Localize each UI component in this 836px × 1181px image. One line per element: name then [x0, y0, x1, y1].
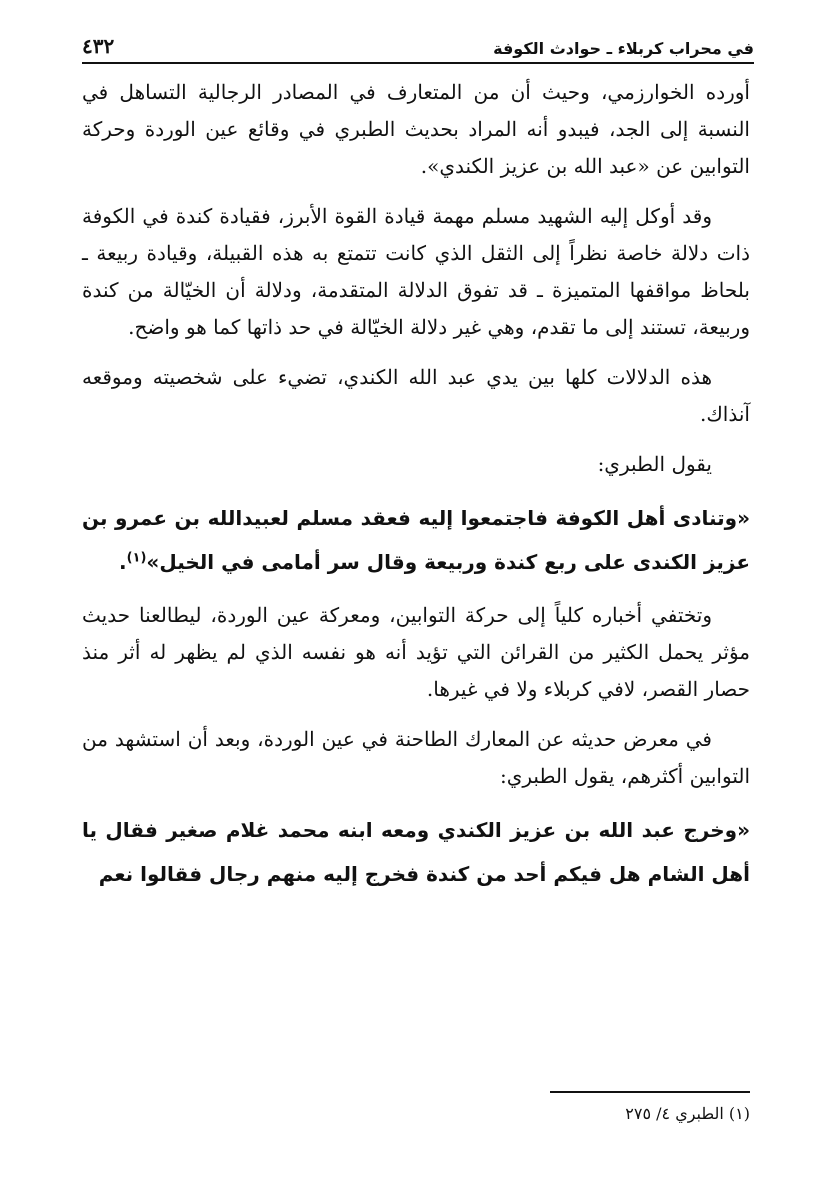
paragraph-5: وتختفي أخباره كلياً إلى حركة التوابين، ومعركة عين الوردة، ليطالعنا حديث مؤثر يحمل الكثير من القرائن التي تؤيد أنه هو نفسه الذي لم يظهر له أثر منذ حصار القصر، لافي كربلاء ولا في غيرها. — [82, 603, 750, 701]
page-header — [82, 26, 754, 64]
quote-1-text: «وتنادى أهل الكوفة فاجتمعوا إليه فعقد مسلم لعبيدالله بن عمرو بن عزيز الكندى على ربع كندة وربيعة وقال سر أمامى في الخيل» — [82, 506, 750, 574]
paragraph-6: في معرض حديثه عن المعارك الطاحنة في عين الوردة، وبعد أن استشهد من التوابين أكثرهم، يقول الطبري: — [82, 727, 750, 788]
paragraph-2: وقد أوكل إليه الشهيد مسلم مهمة قيادة القوة الأبرز، فقيادة كندة في الكوفة ذات دلالة خاصة نظراً إلى الثقل الذي كانت تتمتع به هذه القبيلة، وقيادة ربيعة ـ بلحاظ مواقفها المتميزة ـ قد تفوق الدلالة المتقدمة، ودلالة أن الخيّالة من كندة وربيعة، تستند إلى ما تقدم، وهي غير دلالة الخيّالة في حد ذاتها كما هو واضح. — [82, 204, 750, 339]
footnote-divider — [550, 1091, 750, 1093]
paragraph-1: أورده الخوارزمي، وحيث أن من المتعارف في المصادر الرجالية التساهل في النسبة إلى الجد، فيبدو أنه المراد بحديث الطبري في وقائع عين الوردة وحركة التوابين عن «عبد الله بن عزيز الكندي». — [82, 80, 750, 178]
quote-paragraph-2: «وخرج عبد الله بن عزيز الكندي ومعه ابنه محمد غلام صغير فقال يا أهل الشام هل فيكم أحد من كندة فخرج إليه منهم رجال فقالوا نعم — [82, 818, 750, 886]
quote-1-tail: . — [118, 550, 127, 574]
paragraph-4: يقول الطبري: — [597, 452, 712, 476]
page-number: ٤٣٢ — [82, 34, 115, 58]
page-body — [82, 74, 750, 909]
paragraph-3: هذه الدلالات كلها بين يدي عبد الله الكندي، تضيء على شخصيته وموقعه آنذاك. — [82, 365, 750, 426]
quote-paragraph-1 — [82, 496, 750, 584]
running-title: في محراب كربلاء ـ حوادث الكوفة — [493, 39, 754, 58]
footnote-reference: (١) — [126, 550, 147, 566]
footnote: (١) الطبري ٤/ ٢٧٥ — [625, 1104, 750, 1123]
